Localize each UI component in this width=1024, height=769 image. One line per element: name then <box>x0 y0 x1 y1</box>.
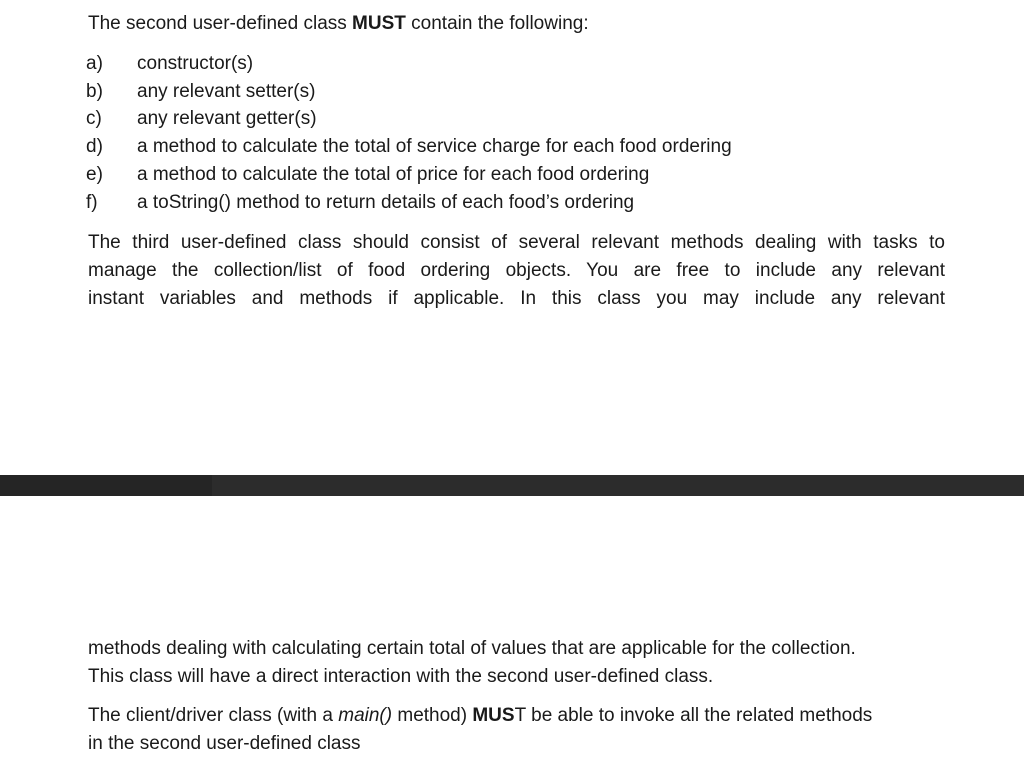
paragraph-line: The third user-defined class should consist of several relevant methods dealing with tasks to <box>88 232 945 253</box>
main-method-italic: main() <box>338 705 393 726</box>
list-marker: a) <box>86 53 103 74</box>
intro-line <box>88 11 589 37</box>
list-item-text: any relevant getter(s) <box>137 108 317 129</box>
paragraph-line: instant variables and methods if applicable. In this class you may include any relevant <box>88 288 945 309</box>
intro-prefix: The second user-defined class <box>88 13 353 34</box>
paragraph-line: This class will have a direct interaction with the second user-defined class. <box>88 666 714 687</box>
driver-bold-must: MUS <box>472 705 515 726</box>
driver-prefix: The client/driver class (with a <box>88 705 339 726</box>
page-separator-shade <box>212 475 1024 496</box>
list-item-text: a method to calculate the total of service charge for each food ordering <box>137 136 732 157</box>
intro-bold-must: MUST <box>352 13 406 34</box>
paragraph-line <box>88 703 872 729</box>
paragraph-line: methods dealing with calculating certain total of values that are applicable for the collection. <box>88 638 856 659</box>
list-marker: b) <box>86 81 103 102</box>
document-page-bottom <box>0 496 1024 769</box>
paragraph-line: manage the collection/list of food ordering objects. You are free to include any relevant <box>88 260 945 281</box>
list-item-text: a method to calculate the total of price for each food ordering <box>137 164 650 185</box>
list-marker: f) <box>86 192 98 213</box>
page-separator <box>0 475 1024 496</box>
list-marker: e) <box>86 164 103 185</box>
driver-middle: method) <box>392 705 473 726</box>
list-item-text: any relevant setter(s) <box>137 81 316 102</box>
list-marker: c) <box>86 108 102 129</box>
list-item-text: a toString() method to return details of each food’s ordering <box>137 192 635 213</box>
list-item-text: constructor(s) <box>137 53 254 74</box>
paragraph-line: in the second user-defined class <box>88 733 361 754</box>
driver-after-bold: T be able to invoke all the related methods <box>514 705 873 726</box>
list-marker: d) <box>86 136 103 157</box>
intro-suffix: contain the following: <box>405 13 589 34</box>
